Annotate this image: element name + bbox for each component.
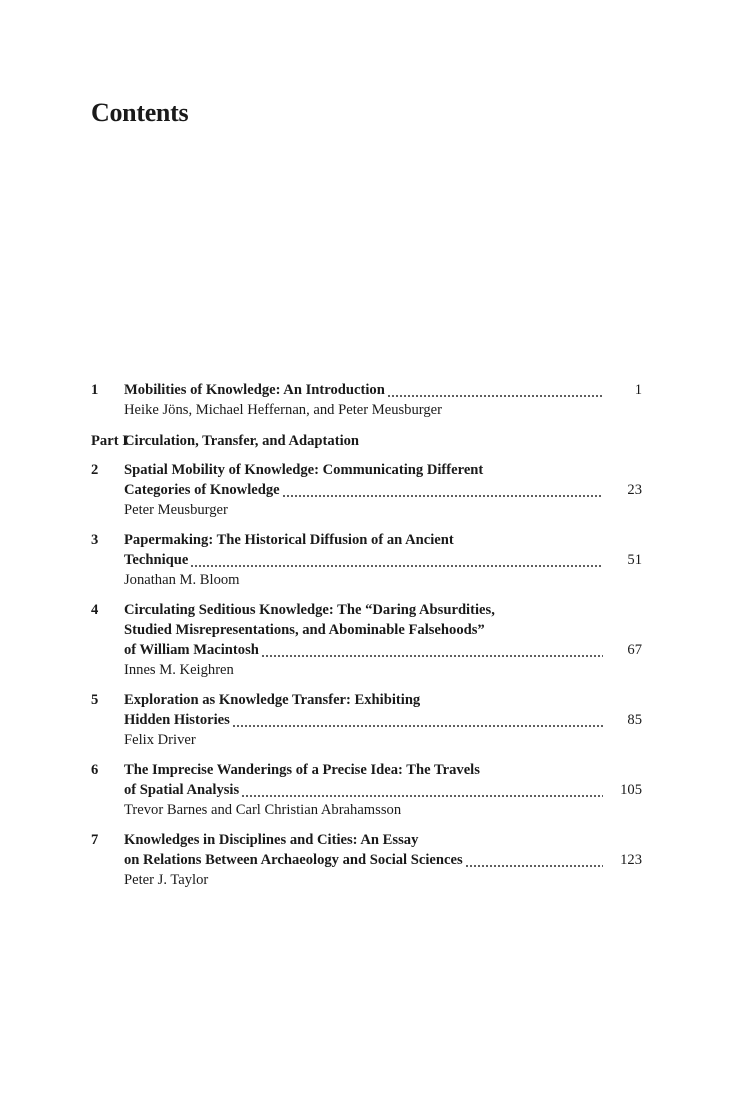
page-number: 123 (620, 852, 642, 868)
chapter-authors: Trevor Barnes and Carl Christian Abrahamsson (124, 802, 402, 818)
toc-entry[interactable] (91, 530, 642, 590)
chapter-title-line: Categories of Knowledge (124, 482, 280, 498)
chapter-authors: Peter J. Taylor (124, 872, 209, 888)
chapter-number: 1 (91, 382, 99, 398)
dot-leader (241, 780, 603, 800)
page-title: Contents (91, 98, 189, 127)
page-number: 51 (627, 552, 642, 568)
part-label: Part I (91, 433, 128, 449)
chapter-authors: Heike Jöns, Michael Heffernan, and Peter Meusburger (124, 402, 442, 418)
chapter-title-line: Studied Misrepresentations, and Abominable Falsehoods” (124, 622, 485, 638)
toc-entry[interactable] (91, 600, 642, 680)
toc-entry[interactable] (91, 690, 642, 750)
dot-leader (387, 380, 603, 400)
dot-leader (465, 850, 603, 870)
chapter-number: 3 (91, 532, 99, 548)
chapter-number: 5 (91, 692, 99, 708)
chapter-number: 4 (91, 602, 99, 618)
chapter-number: 2 (91, 462, 99, 478)
dot-leader (282, 480, 603, 500)
part-title: Circulation, Transfer, and Adaptation (124, 433, 360, 449)
chapter-title-line: of William Macintosh (124, 642, 259, 658)
chapter-title-line: Hidden Histories (124, 712, 230, 728)
page-number: 23 (627, 482, 642, 498)
dot-leader (232, 710, 603, 730)
chapter-title-line: Papermaking: The Historical Diffusion of an Ancient (124, 532, 454, 548)
chapter-authors: Felix Driver (124, 732, 196, 748)
chapter-title-line: Exploration as Knowledge Transfer: Exhibiting (124, 692, 421, 708)
chapter-title-line: The Imprecise Wanderings of a Precise Idea: The Travels (124, 762, 480, 778)
dot-leader (190, 550, 603, 570)
chapter-authors: Jonathan M. Bloom (124, 572, 240, 588)
toc-entry[interactable] (91, 760, 642, 820)
chapter-title-line: of Spatial Analysis (124, 782, 240, 798)
page-number: 1 (634, 382, 642, 398)
chapter-title-line: Technique (124, 552, 189, 568)
chapter-number: 6 (91, 762, 99, 778)
page-number: 67 (627, 642, 642, 658)
chapter-authors: Peter Meusburger (124, 502, 228, 518)
chapter-number: 7 (91, 832, 99, 848)
part-heading (91, 431, 642, 451)
chapter-title-line: Knowledges in Disciplines and Cities: An Essay (124, 832, 419, 848)
page-number: 85 (627, 712, 642, 728)
chapter-title-line: Spatial Mobility of Knowledge: Communicating Different (124, 462, 484, 478)
dot-leader (261, 640, 603, 660)
chapter-authors: Innes M. Keighren (124, 662, 234, 678)
toc-entry[interactable] (91, 380, 642, 420)
chapter-title-line: on Relations Between Archaeology and Social Sciences (124, 852, 463, 868)
toc-entry[interactable] (91, 830, 642, 890)
chapter-title-line: Circulating Seditious Knowledge: The “Daring Absurdities, (124, 602, 495, 618)
table-of-contents (91, 380, 642, 900)
toc-entry[interactable] (91, 460, 642, 520)
chapter-title-line: Mobilities of Knowledge: An Introduction (124, 382, 385, 398)
page-number: 105 (620, 782, 642, 798)
